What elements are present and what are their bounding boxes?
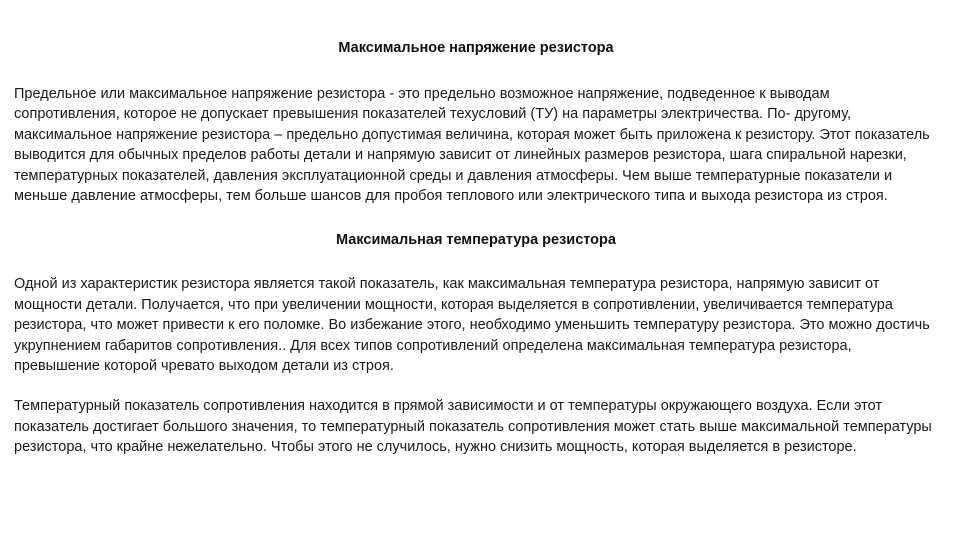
section-heading-max-temperature: Максимальная температура резистора [336, 232, 616, 249]
paragraph-max-temperature-2: Температурный показатель сопротивления находится в прямой зависимости и от температуры окружающего воздуха. Если этот показатель достигает большого значения, то температурный показатель сопротивления может стать выше максимальной температуры резистора, что крайне нежелательно. Чтобы этого не случилось, нужно снизить мощность, которая выделяется в резисторе. [14, 398, 932, 456]
paragraph-max-voltage: Предельное или максимальное напряжение резистора - это предельно возможное напряжение, подведенное к выводам сопротивления, которое не допускает превышения показателей техусловий (ТУ) на параметры электричества. По- другому, максимальное напряжение резистора – предельно допустимая величина, которая может быть приложена к резистору. Этот показатель выводится для обычных пределов работы детали и напрямую зависит от линейных размеров резистора, шага спиральной нарезки, температурных показателей, давления эксплуатационной среды и давления атмосферы. Чем выше температурные показатели и меньше давление атмосферы, тем больше шансов для пробоя теплового или электрического типа и выхода резистора из строя. [14, 86, 930, 205]
paragraph-max-temperature-1: Одной из характеристик резистора является такой показатель, как максимальная температура резистора, напрямую зависит от мощности детали. Получается, что при увеличении мощности, которая выделяется в сопротивлении, увеличивается температура резистора, что может привести к его поломке. Во избежание этого, необходимо уменьшить температуру резистора. Это можно достичь укрупнением габаритов сопротивления.. Для всех типов сопротивлений определена максимальная температура резистора, превышение которой чревато выходом детали из строя. [14, 276, 930, 375]
section-heading-max-voltage: Максимальное напряжение резистора [338, 40, 614, 56]
